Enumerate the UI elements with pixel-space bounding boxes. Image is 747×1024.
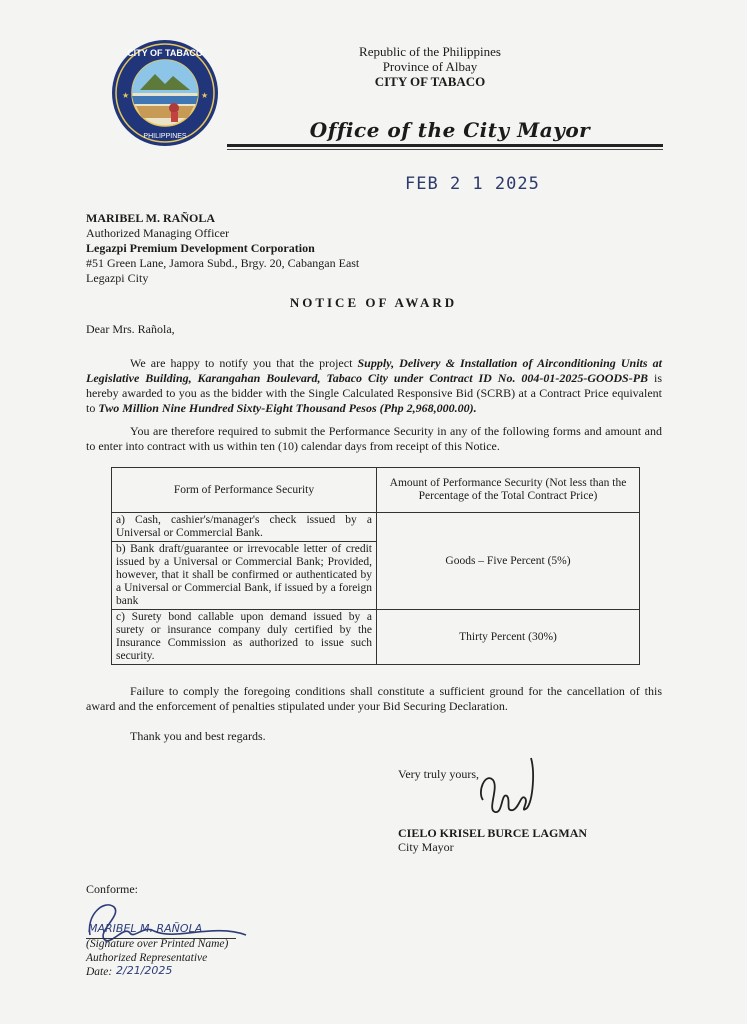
thanks-paragraph (86, 729, 662, 744)
security-form-cell: b) Bank draft/guarantee or irrevocable letter of credit issued by a Universal or Commercial Bank; Provided, however, that it shall be confirmed or authenticated by a Universal or Commercial Bank, if issued by a foreign bank (112, 542, 377, 610)
conforme-role-label: Authorized Representative (86, 952, 208, 964)
seal-top-text: CITY OF TABACO (127, 48, 203, 58)
award-paragraph (86, 356, 662, 416)
conditions-text: Failure to comply the foregoing conditions shall constitute a sufficient ground for the cancellation of this award and the enforcement of penalties stipulated under your Bid Securing Declaration. (86, 684, 662, 713)
table-header-amount: Amount of Performance Security (Not less than the Percentage of the Total Contract Price) (377, 468, 640, 513)
security-form-cell: c) Surety bond callable upon demand issued by a surety or insurance company duly certified by the Insurance Commission as authorized to issue such security. (112, 610, 377, 665)
recipient-name: MARIBEL M. RAÑOLA (86, 211, 216, 225)
award-lead: We are happy to notify you that the project (130, 356, 358, 370)
closing-line: Very truly yours, (398, 767, 479, 781)
thanks-text: Thank you and best regards. (130, 729, 266, 743)
mayor-signature (475, 752, 545, 822)
city-seal-logo (110, 38, 220, 148)
security-form-cell: a) Cash, cashier's/manager's check issued by a Universal or Commercial Bank. (112, 513, 377, 542)
star-icon: ★ (122, 91, 130, 100)
conditions-paragraph (86, 684, 662, 714)
header-divider-thin (227, 149, 663, 150)
recipient-block (86, 211, 359, 286)
conforme-label: Conforme: (86, 882, 138, 896)
security-amount-cell: Thirty Percent (30%) (377, 610, 640, 665)
republic-line: Republic of the Philippines (359, 44, 501, 59)
requirement-paragraph (86, 424, 662, 454)
table-row (112, 513, 640, 542)
header-divider (227, 144, 663, 147)
security-amount-cell: Goods – Five Percent (5%) (377, 513, 640, 610)
contract-price: Two Million Nine Hundred Sixty-Eight Thousand Pesos (Php 2,968,000.00). (98, 401, 477, 415)
requirement-text: You are therefore required to submit the Performance Security in any of the following forms and amount and to enter into contract with us within ten (10) calendar days from receipt of this Notice. (86, 424, 662, 453)
letterhead (220, 44, 640, 89)
conforme-date-label: Date: (86, 966, 113, 978)
recipient-company: Legazpi Premium Development Corporation (86, 241, 315, 255)
signatory-name: CIELO KRISEL BURCE LAGMAN (398, 826, 588, 840)
project-name: Supply, Delivery & Installation of Airconditioning Units at Legislative Building, Karangahan Boulevard, Tabaco City under Contract ID No. 004-01-2025-GOODS-PB (86, 356, 662, 385)
seal-bottom-text: PHILIPPINES (143, 133, 187, 140)
recipient-address-line2: Legazpi City (86, 271, 149, 285)
city-line: CITY OF TABACO (374, 74, 486, 89)
performance-security-table (111, 467, 640, 665)
date-stamp: FEB 2 1 2025 (405, 174, 540, 194)
document-title: NOTICE OF AWARD (289, 295, 458, 310)
office-title: Office of the City Mayor (309, 118, 591, 142)
signatory-position: City Mayor (398, 840, 454, 854)
star-icon: ★ (201, 91, 209, 100)
salutation: Dear Mrs. Rañola, (86, 322, 175, 336)
conforme-signature-label: (Signature over Printed Name) (86, 938, 229, 950)
table-header-form: Form of Performance Security (112, 468, 377, 513)
table-row (112, 610, 640, 665)
recipient-position: Authorized Managing Officer (86, 226, 230, 240)
award-mid: is hereby awarded to you as the bidder with the Single Calculated Responsive Bid (SCRB) at a Contract Price equivalent to (86, 371, 662, 415)
conforme-handwritten-date: 2/21/2025 (116, 964, 173, 977)
province-line: Province of Albay (382, 59, 478, 74)
recipient-address-line1: #51 Green Lane, Jamora Subd., Brgy. 20, Cabangan East (86, 256, 360, 270)
conforme-handwritten-name: MARIBEL M. RAÑOLA (88, 922, 203, 935)
